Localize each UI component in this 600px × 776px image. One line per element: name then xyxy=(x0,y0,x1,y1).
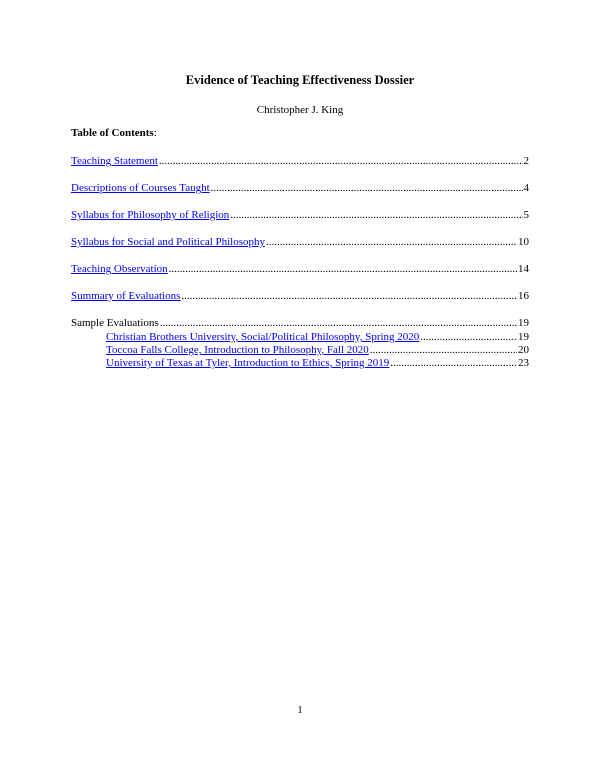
toc-entry-syllabus-religion xyxy=(71,209,529,223)
toc-leader xyxy=(160,317,517,329)
toc-page-number: 20 xyxy=(518,344,529,356)
toc-link-syllabus-religion[interactable]: Syllabus for Philosophy of Religion xyxy=(71,209,230,221)
toc-link-toccoa-falls[interactable]: Toccoa Falls College, Introduction to Philosophy, Fall 2020 xyxy=(106,344,369,356)
toc-leader xyxy=(230,209,522,221)
toc-link-syllabus-social-political[interactable]: Syllabus for Social and Political Philosophy xyxy=(71,236,266,248)
toc-subentry-christian-brothers xyxy=(106,331,529,345)
toc-page-number: 23 xyxy=(518,357,529,369)
toc-entry-teaching-observation xyxy=(71,263,529,277)
toc-link-summary-evaluations[interactable]: Summary of Evaluations xyxy=(71,290,181,302)
toc-leader xyxy=(159,155,523,167)
toc-subentry-toccoa-falls xyxy=(106,344,529,358)
toc-page-number: 10 xyxy=(518,236,529,248)
toc-page-number: 4 xyxy=(523,182,529,194)
toc-page-number: 16 xyxy=(518,290,529,302)
document-title: Evidence of Teaching Effectiveness Dossier xyxy=(185,73,415,87)
toc-link-christian-brothers[interactable]: Christian Brothers University, Social/Political Philosophy, Spring 2020 xyxy=(106,331,420,343)
toc-leader xyxy=(370,344,517,356)
toc-link-ut-tyler[interactable]: University of Texas at Tyler, Introduction to Ethics, Spring 2019 xyxy=(106,357,390,369)
toc-entry-course-descriptions xyxy=(71,182,529,196)
toc-heading xyxy=(71,127,157,139)
toc-link-course-descriptions[interactable]: Descriptions of Courses Taught xyxy=(71,182,210,194)
page-number: 1 xyxy=(297,704,303,716)
toc-page-number: 19 xyxy=(518,317,529,329)
toc-heading-label: Table of Contents xyxy=(71,127,154,139)
toc-entry-teaching-statement xyxy=(71,155,529,169)
document-author: Christopher J. King xyxy=(256,104,344,116)
toc-leader xyxy=(390,357,517,369)
toc-leader xyxy=(211,182,523,194)
toc-link-teaching-statement[interactable]: Teaching Statement xyxy=(71,155,158,167)
toc-label-sample-evaluations: Sample Evaluations xyxy=(71,317,159,329)
toc-page-number: 5 xyxy=(523,209,529,221)
toc-entry-sample-evaluations xyxy=(71,317,529,331)
toc-link-teaching-observation[interactable]: Teaching Observation xyxy=(71,263,168,275)
toc-leader xyxy=(181,290,517,302)
toc-entry-summary-evaluations xyxy=(71,290,529,304)
toc-page-number: 19 xyxy=(518,331,529,343)
toc-heading-suffix: : xyxy=(153,127,157,139)
toc-leader xyxy=(169,263,517,275)
toc-page-number: 14 xyxy=(518,263,529,275)
toc-subentry-ut-tyler xyxy=(106,357,529,371)
toc-leader xyxy=(420,331,517,343)
toc-page-number: 2 xyxy=(523,155,529,167)
toc-entry-syllabus-social-political xyxy=(71,236,529,250)
toc-leader xyxy=(266,236,517,248)
